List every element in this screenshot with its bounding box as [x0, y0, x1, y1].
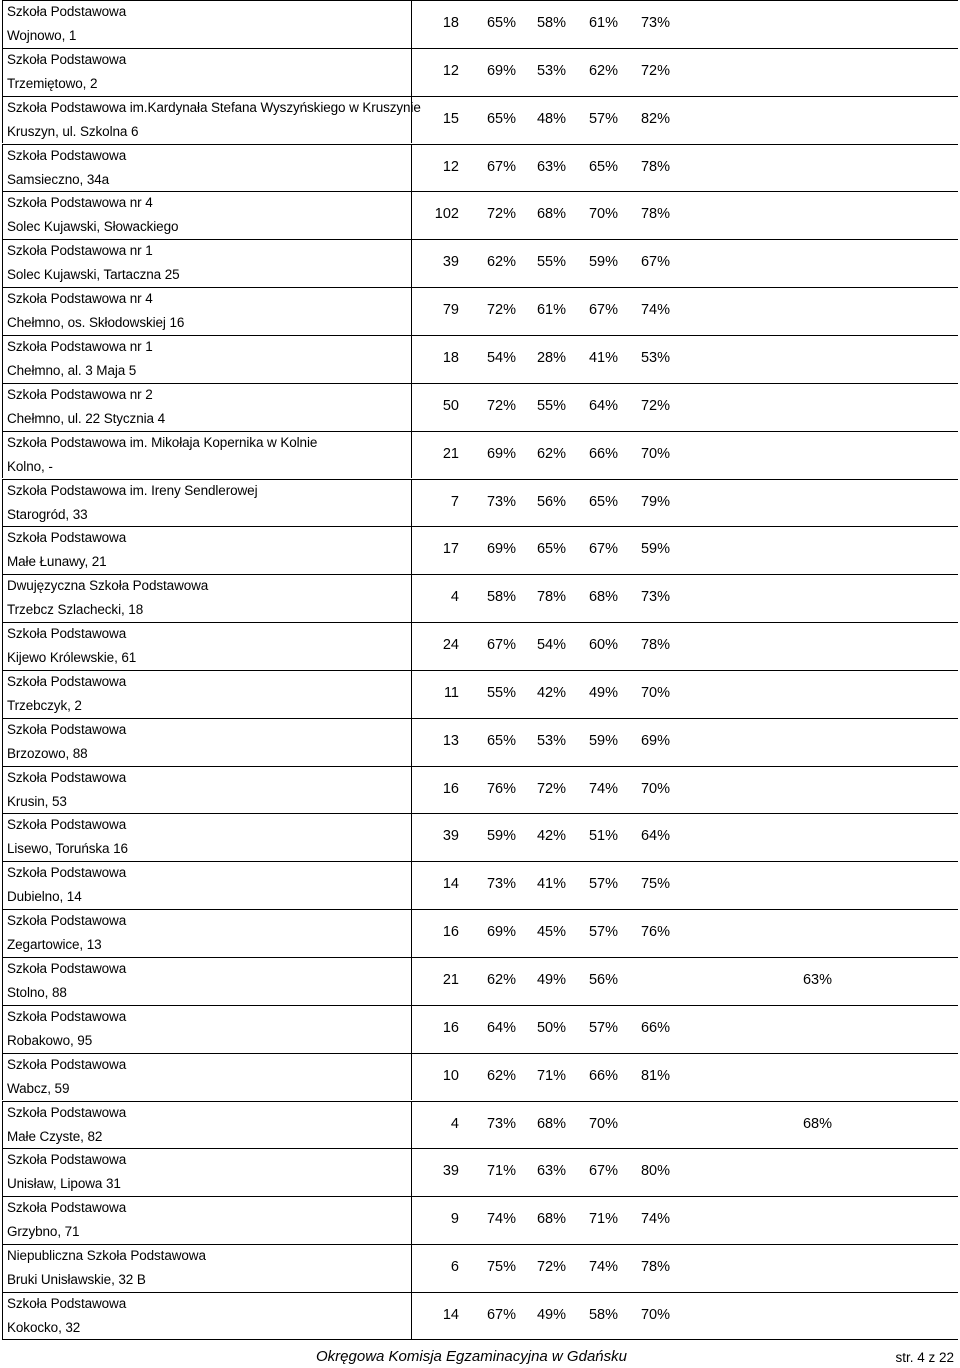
score-part-2: 66% [588, 1067, 618, 1084]
table-row [2, 239, 958, 287]
student-count: 18 [442, 15, 459, 31]
table-row [2, 1148, 958, 1196]
table-row [2, 1292, 958, 1340]
student-count: 16 [442, 924, 459, 941]
score-part-1: 62% [536, 445, 566, 462]
score-part-3: 78% [640, 206, 670, 223]
score-total: 67% [486, 1306, 516, 1323]
school-name: Szkoła Podstawowa [7, 961, 127, 976]
score-total: 67% [486, 637, 516, 654]
score-total: 69% [486, 445, 516, 462]
school-address: Samsieczno, 34a [7, 171, 110, 187]
score-part-2: 61% [588, 15, 618, 31]
score-total: 69% [486, 924, 516, 941]
score-part-1: 49% [536, 1306, 566, 1323]
student-count: 18 [442, 349, 459, 366]
score-total: 62% [486, 1067, 516, 1084]
score-total: 55% [486, 684, 516, 701]
table-row [2, 144, 958, 192]
score-part-2: 56% [588, 972, 618, 988]
score-part-1: 68% [536, 206, 566, 223]
student-count: 7 [450, 493, 459, 510]
score-part-1: 56% [536, 493, 566, 510]
school-cell [2, 767, 412, 814]
score-part-2: 65% [588, 493, 618, 510]
school-name: Szkoła Podstawowa [7, 626, 127, 642]
results-table [2, 0, 958, 1341]
table-row [2, 718, 958, 766]
student-count: 11 [443, 684, 459, 701]
score-part-1: 72% [536, 1259, 566, 1276]
school-address: Solec Kujawski, Tartaczna 25 [7, 267, 180, 283]
school-address: Kokocko, 32 [7, 1319, 81, 1335]
school-name: Szkoła Podstawowa [7, 1200, 127, 1216]
score-part-1: 54% [536, 637, 566, 654]
score-part-3: 70% [640, 780, 670, 797]
student-count: 21 [442, 445, 459, 462]
student-count: 79 [442, 302, 459, 319]
score-part-2: 51% [588, 828, 618, 845]
table-row [2, 479, 958, 527]
table-row [2, 1005, 958, 1053]
score-total: 62% [486, 254, 516, 271]
school-name: Szkoła Podstawowa [7, 1152, 127, 1168]
table-row [2, 335, 958, 383]
score-part-3: 74% [640, 1211, 670, 1228]
score-total: 65% [486, 15, 516, 31]
score-part-3: 72% [640, 397, 670, 414]
school-name: Szkoła Podstawowa [7, 4, 127, 19]
school-address: Grzybno, 71 [7, 1224, 80, 1240]
score-total: 72% [486, 206, 516, 223]
score-part-3: 64% [640, 828, 670, 845]
score-part-2: 66% [588, 445, 618, 462]
score-part-1: 55% [536, 254, 566, 271]
score-total: 64% [486, 1019, 516, 1036]
page-footer [0, 1345, 960, 1368]
school-cell [2, 288, 412, 335]
score-total: 69% [486, 541, 516, 558]
table-row [2, 526, 958, 574]
score-part-1: 68% [536, 1211, 566, 1228]
student-count: 12 [442, 62, 459, 79]
school-cell [2, 1006, 412, 1053]
score-total: 74% [486, 1211, 516, 1228]
school-name: Szkoła Podstawowa im.Kardynała Stefana Wyszyńskiego w Kruszynie [7, 99, 421, 115]
school-name: Szkoła Podstawowa [7, 769, 127, 785]
score-total: 65% [486, 732, 516, 749]
score-part-2: 67% [588, 302, 618, 319]
score-part-3: 53% [640, 349, 670, 366]
school-address: Krusin, 53 [7, 793, 67, 809]
student-count: 13 [442, 732, 459, 749]
student-count: 9 [450, 1211, 459, 1228]
score-total: 62% [486, 972, 516, 988]
student-count: 21 [442, 972, 459, 988]
school-name: Szkoła Podstawowa [7, 51, 127, 67]
school-name: Szkoła Podstawowa im. Mikołaja Kopernika w Kolnie [7, 434, 318, 450]
score-part-3: 80% [640, 1163, 670, 1180]
school-address: Dubielno, 14 [7, 889, 82, 905]
school-name: Szkoła Podstawowa [7, 1104, 127, 1120]
score-part-3: 69% [640, 732, 670, 749]
school-cell [2, 49, 412, 96]
school-address: Bruki Unisławskie, 32 B [7, 1272, 146, 1288]
table-row [2, 670, 958, 718]
score-part-1: 58% [536, 15, 566, 31]
school-address: Chełmno, al. 3 Maja 5 [7, 362, 137, 378]
score-part-3: 67% [640, 254, 670, 271]
score-total: 67% [486, 158, 516, 175]
score-part-1: 28% [536, 349, 566, 366]
score-part-1: 78% [536, 589, 566, 606]
school-name: Szkoła Podstawowa [7, 913, 127, 929]
school-address: Chełmno, os. Skłodowskiej 16 [7, 315, 185, 331]
school-name: Szkoła Podstawowa nr 4 [7, 195, 153, 211]
table-row [2, 766, 958, 814]
score-part-1: 45% [536, 924, 566, 941]
school-name: Szkoła Podstawowa [7, 1008, 127, 1024]
score-extra: 68% [802, 1115, 832, 1132]
score-part-3: 76% [640, 924, 670, 941]
score-part-3: 82% [640, 110, 670, 127]
score-total: 71% [486, 1163, 516, 1180]
score-part-1: 72% [536, 780, 566, 797]
score-part-3: 73% [640, 15, 670, 31]
score-part-2: 57% [588, 876, 618, 893]
score-part-1: 63% [536, 158, 566, 175]
score-part-3: 70% [640, 1306, 670, 1323]
school-cell [2, 240, 412, 287]
school-cell [2, 910, 412, 957]
table-row [2, 861, 958, 909]
table-row [2, 909, 958, 957]
student-count: 16 [442, 780, 459, 797]
score-part-3: 73% [640, 589, 670, 606]
score-total: 54% [486, 349, 516, 366]
table-row [2, 1101, 958, 1149]
school-address: Unisław, Lipowa 31 [7, 1176, 121, 1192]
school-name: Dwujęzyczna Szkoła Podstawowa [7, 578, 209, 594]
school-name: Szkoła Podstawowa [7, 817, 127, 833]
score-part-2: 68% [588, 589, 618, 606]
student-count: 12 [442, 158, 459, 175]
score-part-2: 57% [588, 1019, 618, 1036]
school-address: Wabcz, 59 [7, 1080, 70, 1096]
school-cell [2, 527, 412, 574]
score-part-2: 67% [588, 541, 618, 558]
score-extra: 63% [802, 972, 832, 988]
score-part-2: 57% [588, 110, 618, 127]
school-address: Trzebczyk, 2 [7, 697, 82, 713]
school-name: Szkoła Podstawowa [7, 673, 127, 689]
score-part-2: 71% [588, 1211, 618, 1228]
table-row [2, 1244, 958, 1292]
table-row [2, 957, 958, 1005]
score-part-1: 55% [536, 397, 566, 414]
student-count: 39 [442, 828, 459, 845]
student-count: 14 [442, 876, 459, 893]
score-part-3: 75% [640, 876, 670, 893]
school-cell [2, 1197, 412, 1244]
score-part-3: 70% [640, 445, 670, 462]
score-part-3: 70% [640, 684, 670, 701]
school-cell [2, 336, 412, 383]
school-cell [2, 384, 412, 431]
school-cell [2, 97, 421, 144]
student-count: 16 [442, 1019, 459, 1036]
score-part-2: 49% [588, 684, 618, 701]
school-name: Szkoła Podstawowa nr 2 [7, 386, 153, 402]
school-name: Szkoła Podstawowa [7, 147, 127, 163]
school-cell [2, 671, 412, 718]
table-row [2, 1053, 958, 1101]
score-total: 69% [486, 62, 516, 79]
school-name: Szkoła Podstawowa [7, 865, 127, 881]
score-total: 76% [486, 780, 516, 797]
school-name: Szkoła Podstawowa im. Ireny Sendlerowej [7, 482, 258, 498]
score-part-1: 53% [536, 732, 566, 749]
school-name: Szkoła Podstawowa nr 1 [7, 338, 153, 354]
school-address: Trzemiętowo, 2 [7, 75, 98, 91]
student-count: 17 [442, 541, 459, 558]
school-address: Małe Łunawy, 21 [7, 554, 107, 570]
score-total: 65% [486, 110, 516, 127]
school-cell [2, 1293, 412, 1339]
score-part-1: 65% [536, 541, 566, 558]
student-count: 39 [442, 1163, 459, 1180]
school-address: Starogród, 33 [7, 506, 88, 522]
table-row [2, 0, 958, 48]
score-part-2: 65% [588, 158, 618, 175]
school-address: Stolno, 88 [7, 985, 67, 1000]
table-row [2, 813, 958, 861]
school-address: Lisewo, Toruńska 16 [7, 841, 128, 857]
score-total: 73% [486, 1115, 516, 1132]
school-address: Małe Czyste, 82 [7, 1128, 103, 1144]
student-count: 50 [442, 397, 459, 414]
score-part-1: 48% [536, 110, 566, 127]
school-address: Kolno, - [7, 458, 53, 474]
score-part-3: 74% [640, 302, 670, 319]
table-row [2, 48, 958, 96]
score-part-2: 57% [588, 924, 618, 941]
school-address: Kijewo Królewskie, 61 [7, 650, 137, 666]
score-part-2: 62% [588, 62, 618, 79]
score-total: 73% [486, 493, 516, 510]
score-part-3: 78% [640, 1259, 670, 1276]
student-count: 10 [442, 1067, 459, 1084]
table-row [2, 622, 958, 670]
score-part-1: 61% [536, 302, 566, 319]
student-count: 14 [442, 1306, 459, 1323]
student-count: 15 [442, 110, 459, 127]
score-part-3: 78% [640, 637, 670, 654]
score-part-1: 53% [536, 62, 566, 79]
score-part-1: 42% [536, 828, 566, 845]
table-row [2, 383, 958, 431]
school-name: Szkoła Podstawowa nr 4 [7, 291, 153, 307]
score-part-2: 59% [588, 254, 618, 271]
student-count: 4 [450, 589, 459, 606]
score-total: 75% [486, 1259, 516, 1276]
school-address: Robakowo, 95 [7, 1032, 93, 1048]
school-address: Trzebcz Szlachecki, 18 [7, 602, 144, 618]
score-part-2: 67% [588, 1163, 618, 1180]
school-cell [2, 862, 412, 909]
school-cell [2, 1, 412, 48]
score-part-1: 41% [536, 876, 566, 893]
score-part-2: 64% [588, 397, 618, 414]
score-part-2: 41% [588, 349, 618, 366]
school-cell [2, 192, 412, 239]
school-name: Szkoła Podstawowa [7, 530, 127, 546]
table-row [2, 287, 958, 335]
school-address: Chełmno, ul. 22 Stycznia 4 [7, 410, 165, 426]
school-cell [2, 575, 412, 622]
school-cell [2, 623, 412, 670]
student-count: 6 [450, 1259, 459, 1276]
school-address: Wojnowo, 1 [7, 28, 77, 43]
table-row [2, 191, 958, 239]
table-row [2, 431, 958, 479]
student-count: 39 [442, 254, 459, 271]
footer-institution: Okręgowa Komisja Egzaminacyjna w Gdańsku [316, 1348, 627, 1365]
school-cell [2, 1245, 412, 1292]
score-total: 59% [486, 828, 516, 845]
score-part-3: 81% [640, 1067, 670, 1084]
score-total: 72% [486, 302, 516, 319]
school-cell [2, 719, 412, 766]
score-part-1: 71% [536, 1067, 566, 1084]
school-cell [2, 1102, 412, 1149]
score-total: 73% [486, 876, 516, 893]
score-part-3: 72% [640, 62, 670, 79]
score-part-2: 70% [588, 206, 618, 223]
score-part-1: 42% [536, 684, 566, 701]
school-address: Zegartowice, 13 [7, 937, 102, 953]
school-cell [2, 814, 412, 861]
score-part-2: 70% [588, 1115, 618, 1132]
score-total: 72% [486, 397, 516, 414]
score-part-3: 79% [640, 493, 670, 510]
school-name: Szkoła Podstawowa [7, 1056, 127, 1072]
score-part-1: 49% [536, 972, 566, 988]
score-part-2: 60% [588, 637, 618, 654]
school-name: Szkoła Podstawowa [7, 721, 127, 737]
school-address: Kruszyn, ul. Szkolna 6 [7, 123, 139, 139]
page-number: str. 4 z 22 [895, 1350, 954, 1365]
school-cell [2, 145, 412, 192]
score-total: 58% [486, 589, 516, 606]
school-name: Szkoła Podstawowa [7, 1295, 127, 1311]
score-part-2: 74% [588, 780, 618, 797]
school-cell [2, 1149, 412, 1196]
school-address: Brzozowo, 88 [7, 745, 88, 761]
score-part-3: 59% [640, 541, 670, 558]
table-row [2, 96, 958, 144]
score-part-1: 68% [536, 1115, 566, 1132]
score-part-1: 63% [536, 1163, 566, 1180]
score-part-2: 74% [588, 1259, 618, 1276]
table-row [2, 1196, 958, 1244]
school-name: Szkoła Podstawowa nr 1 [7, 243, 153, 259]
school-cell [2, 432, 412, 479]
score-part-3: 66% [640, 1019, 670, 1036]
school-name: Niepubliczna Szkoła Podstawowa [7, 1248, 206, 1264]
student-count: 24 [442, 637, 459, 654]
score-part-3: 78% [640, 158, 670, 175]
student-count: 102 [434, 206, 459, 223]
school-cell [2, 958, 412, 1005]
score-part-1: 50% [536, 1019, 566, 1036]
table-row [2, 574, 958, 622]
school-address: Solec Kujawski, Słowackiego [7, 219, 179, 235]
score-part-2: 59% [588, 732, 618, 749]
school-cell [2, 1054, 412, 1101]
score-part-2: 58% [588, 1306, 618, 1323]
student-count: 4 [450, 1115, 459, 1132]
school-cell [2, 480, 412, 527]
